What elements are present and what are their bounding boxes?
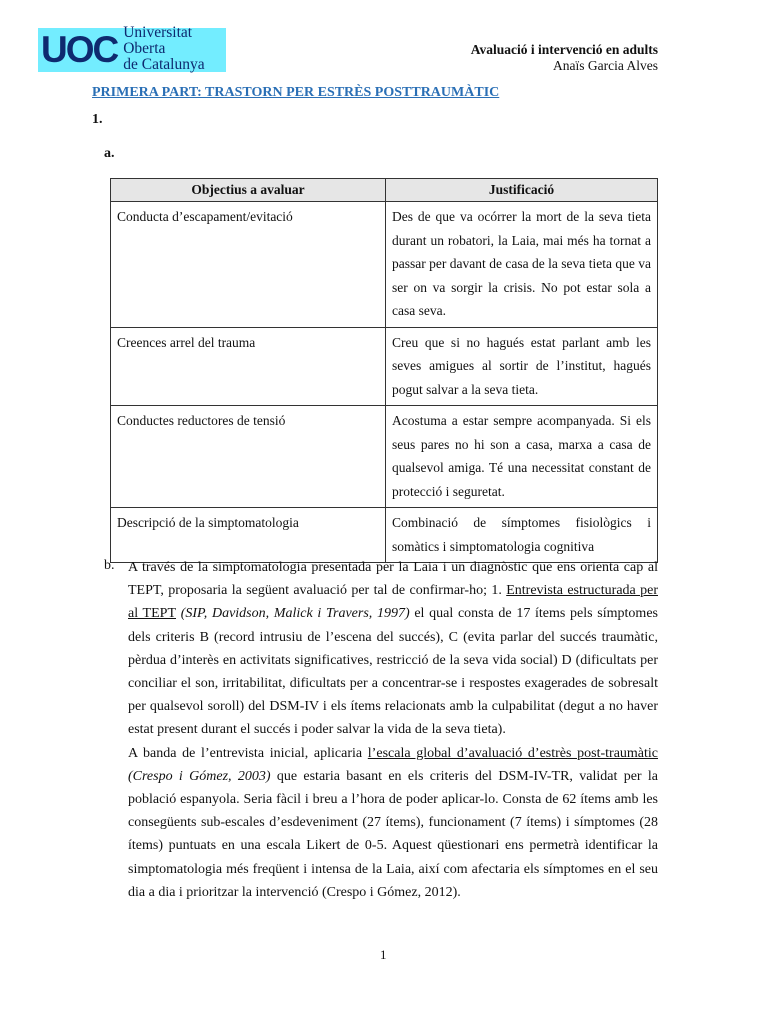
p1-rest: el qual consta de 17 ítems pels símptomes dels criteris B (record intrusiu de l’escena del succés), C (evita parlar del succés traumàtic, pèrdua d’interès en activitats significatives, restricció de la seva vida social) D (dificultats per conciliar el son, irritabilitat, dificultats per a concentrar-se i respostes exagerades de sobresalt per qualsevol soroll) del DSM-IV i els ítems relacionats amb la culpabilitat (degut a no haver estat present durant el succés i poder salvar la vida de la seva tieta).: [128, 606, 658, 738]
author-name: Anaïs Garcia Alves: [553, 58, 658, 73]
document-header: [471, 42, 658, 74]
table-row: [111, 406, 658, 508]
table-row: [111, 508, 658, 563]
subpart-a-label: a.: [104, 146, 115, 161]
section-title: PRIMERA PART: TRASTORN PER ESTRÈS POSTTRAUMÀTIC: [92, 85, 500, 100]
objective-cell: Conducta d’escapament/evitació: [111, 202, 386, 328]
table-row: [111, 202, 658, 328]
table-row: [111, 327, 658, 406]
objective-cell: Descripció de la simptomatologia: [111, 508, 386, 563]
p1-citation: (SIP, Davidson, Malick i Travers, 1997): [176, 606, 410, 622]
logo-mark: UOC: [41, 29, 118, 70]
p2-citation: (Crespo i Gómez, 2003): [128, 768, 271, 784]
objective-cell: Creences arrel del trauma: [111, 327, 386, 406]
justification-cell: Acostuma a estar sempre acompanyada. Si els seus pares no hi son a casa, marxa a casa de qualsevol amiga. Té una necessitat constant de protecció i seguretat.: [386, 406, 658, 508]
paragraph-1: [128, 556, 658, 742]
paragraph-2: [128, 742, 658, 904]
p1-intro: A través de la simptomatologia presentada per la Laia i un diagnòstic que ens orienta cap al TEPT, proposaria la següent avaluació per tal de confirmar-ho; 1.: [128, 560, 658, 599]
justification-cell: Creu que si no hagués estat parlant amb les seves amigues al sortir de l’institut, hagués pogut salvar a la seva tieta.: [386, 327, 658, 406]
table-header-row: [111, 179, 658, 202]
logo-name: [123, 25, 226, 73]
page-number: 1: [380, 947, 387, 962]
p2-intro: A banda de l’entrevista inicial, aplicaria: [128, 745, 368, 761]
header-justification: Justificació: [386, 179, 658, 202]
uoc-logo: [38, 24, 226, 73]
objective-cell: Conductes reductores de tensió: [111, 406, 386, 508]
evaluation-table: [110, 178, 658, 563]
logo-name-line1: Universitat Oberta: [123, 24, 193, 57]
question-number: 1.: [92, 112, 103, 127]
p1-instrument: Entrevista estructurada per al TEPT: [128, 583, 658, 622]
header-objectives: Objectius a avaluar: [111, 179, 386, 202]
subpart-b-label: b.: [104, 558, 115, 573]
logo-name-line2: de Catalunya: [123, 56, 205, 73]
course-title: Avaluació i intervenció en adults: [470, 42, 658, 57]
justification-cell: Combinació de símptomes fisiològics i somàtics i simptomatologia cognitiva: [386, 508, 658, 563]
justification-cell: Des de que va ocórrer la mort de la seva tieta durant un robatori, la Laia, mai més ha tornat a passar per davant de casa de la seva tieta que va ser on va sorgir la crisis. No pot estar sola a casa seva.: [386, 202, 658, 328]
p2-rest: que estaria basant en els criteris del DSM-IV-TR, validat per la població espanyola. Seria fàcil i breu a l’hora de poder aplicar-lo. Consta de 62 ítems amb les consegüents sub-escales d’esdeveniment (27 ítems), funcionament (7 ítems) i símptomes (28 ítems) puntuats en una escala Likert de 0-5. Aquest qüestionari ens permetrà identificar la simptomatologia més freqüent i intensa de la Laia, així com afectaria els símptomes en el seu dia a dia i prioritzar la intervenció (Crespo i Gómez, 2012).: [128, 768, 658, 900]
body-text: [128, 556, 658, 904]
p2-instrument: l’escala global d’avaluació d’estrès post-traumàtic: [367, 745, 659, 761]
